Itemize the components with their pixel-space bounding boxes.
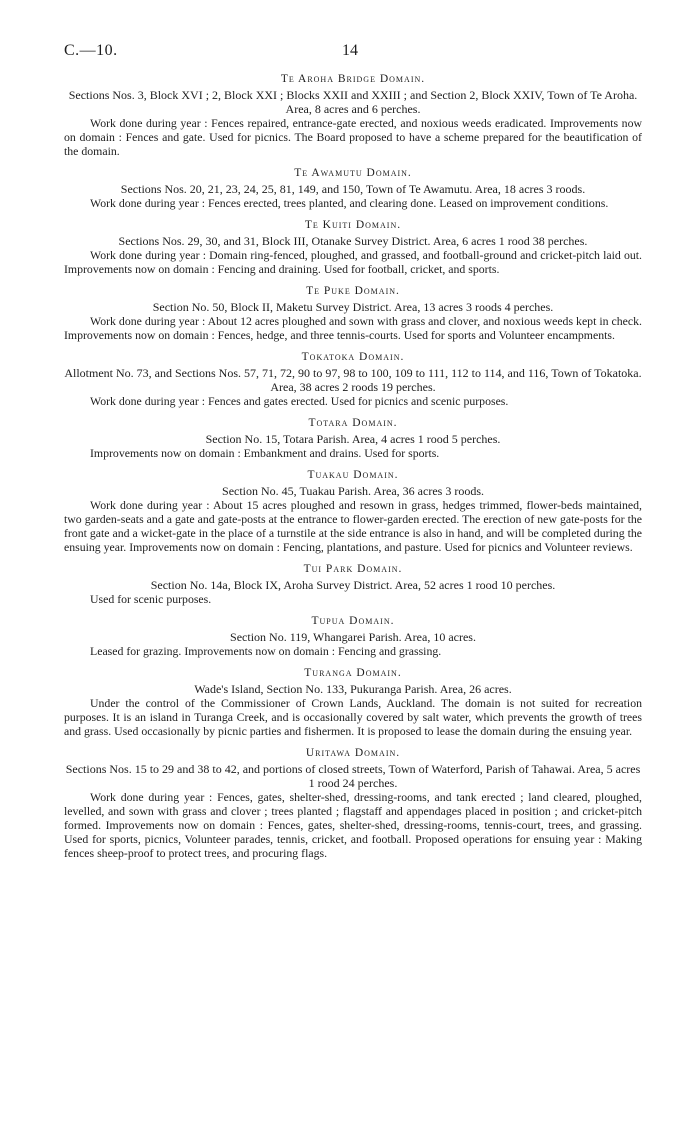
section-body: Under the control of the Commissioner of Crown Lands, Auckland. The domain is not suited for recreation purposes. It is an island in Turanga Creek, and is occasionally covered by salt water, which prevents the growth of trees and grass. Used occasionally by picnic parties and fishermen. It is proposed to lease the domain during the ensuing year.	[64, 696, 642, 738]
section-title: Tokatoka Domain.	[301, 351, 405, 363]
section-location: Section No. 14a, Block IX, Aroha Survey District. Area, 52 acres 1 rood 10 perches.	[150, 578, 556, 592]
domain-section-uritawa	[64, 746, 642, 860]
domain-section-te-kuiti	[64, 218, 642, 276]
section-body: Improvements now on domain : Embankment and drains. Used for sports.	[90, 446, 440, 460]
section-location: Section No. 50, Block II, Maketu Survey District. Area, 13 acres 3 roods 4 perches.	[152, 300, 554, 314]
page-number: 14	[342, 42, 358, 59]
section-location: Sections Nos. 29, 30, and 31, Block III, Otanake Survey District. Area, 6 acres 1 rood 38 perches.	[118, 234, 588, 248]
domain-section-tupua	[64, 614, 642, 658]
section-body: Work done during year : Domain ring-fenced, ploughed, and grassed, and football-ground and cricket-pitch laid out. Improvements now on domain : Fencing and draining. Used for football, cricket, and sports.	[64, 248, 642, 276]
domain-section-turanga	[64, 666, 642, 738]
domain-section-totara	[64, 416, 642, 460]
section-title: Te Awamutu Domain.	[294, 167, 412, 179]
section-body: Work done during year : Fences repaired, entrance-gate erected, and noxious weeds eradicated. Improvements now on domain : Fences and gate. Used for picnics. The Board proposed to have a scheme prepared for the beautification of the domain.	[64, 116, 642, 158]
section-location: Section No. 15, Totara Parish. Area, 4 acres 1 rood 5 perches.	[205, 432, 501, 446]
section-title: Te Aroha Bridge Domain.	[280, 73, 426, 85]
section-title: Te Kuiti Domain.	[304, 219, 402, 231]
domain-section-te-aroha-bridge	[64, 72, 642, 158]
section-location: Wade's Island, Section No. 133, Pukuranga Parish. Area, 26 acres.	[194, 682, 512, 696]
section-body: Work done during year : Fences and gates erected. Used for picnics and scenic purposes.	[90, 394, 509, 408]
section-title: Turanga Domain.	[304, 667, 402, 679]
section-body: Work done during year : Fences, gates, shelter-shed, dressing-rooms, and tank erected ; land cleared, ploughed, levelled, and sown with grass and clover ; trees planted ; flagstaff and appendages placed in position ; and cricket-pitch formed. Improvements now on domain : Fences, gates, shelter-shed, dressing-rooms, tennis-court, trees, and grassing. Used for sports, picnics, Volunteer parades, tennis, cricket, and football. Proposed operations for ensuing year : Making fences sheep-proof to protect trees, and procuring flags.	[64, 790, 642, 860]
domain-section-te-puke	[64, 284, 642, 342]
domain-section-tui-park	[64, 562, 642, 606]
domain-section-tokatoka	[64, 350, 642, 408]
section-location: Sections Nos. 3, Block XVI ; 2, Block XXI ; Blocks XXII and XXIII ; and Section 2, Block XXIV, Town of Te Aroha. Area, 8 acres and 6 perches.	[68, 88, 638, 116]
section-title: Tupua Domain.	[311, 615, 395, 627]
section-title: Totara Domain.	[308, 417, 398, 429]
section-location: Section No. 45, Tuakau Parish. Area, 36 acres 3 roods.	[222, 484, 484, 498]
section-title: Uritawa Domain.	[305, 747, 401, 759]
section-title: Tui Park Domain.	[303, 563, 403, 575]
section-body: Work done during year : About 12 acres ploughed and sown with grass and clover, and noxious weeds kept in check. Improvements now on domain : Fences, hedge, and three tennis-courts. Used for sports and Volunteer encampments.	[64, 314, 642, 342]
domain-section-tuakau	[64, 468, 642, 554]
section-body: Work done during year : Fences erected, trees planted, and clearing done. Leased on improvement conditions.	[90, 196, 609, 210]
section-body: Leased for grazing. Improvements now on domain : Fencing and grassing.	[90, 644, 442, 658]
section-location: Sections Nos. 20, 21, 23, 24, 25, 81, 149, and 150, Town of Te Awamutu. Area, 18 acres 3 roods.	[120, 182, 586, 196]
section-location: Allotment No. 73, and Sections Nos. 57, 71, 72, 90 to 97, 98 to 100, 109 to 111, 112 to 114, and 116, Town of Tokatoka. Area, 38 acres 2 roods 19 perches.	[64, 366, 642, 394]
page-content	[64, 72, 642, 868]
section-title: Tuakau Domain.	[307, 469, 399, 481]
section-title: Te Puke Domain.	[306, 285, 400, 297]
section-location: Sections Nos. 15 to 29 and 38 to 42, and portions of closed streets, Town of Waterford, Parish of Tahawai. Area, 5 acres 1 rood 24 perches.	[65, 762, 641, 790]
document-reference: C.—10.	[64, 42, 118, 59]
section-body: Work done during year : About 15 acres ploughed and resown in grass, hedges trimmed, flower-beds maintained, two garden-seats and a gate and gate-posts at the entrance to flower-garden erected. The erection of new gate-posts for the front gate and a wicket-gate in the place of a turnstile at the side entrance is also in hand, and will be completed during the ensuing year. Improvements now on domain : Fencing, plantations, and pasture. Used for picnics and Volunteer reviews.	[64, 498, 642, 554]
domain-section-te-awamutu	[64, 166, 642, 210]
section-location: Section No. 119, Whangarei Parish. Area, 10 acres.	[230, 630, 476, 644]
section-body: Used for scenic purposes.	[90, 592, 212, 606]
